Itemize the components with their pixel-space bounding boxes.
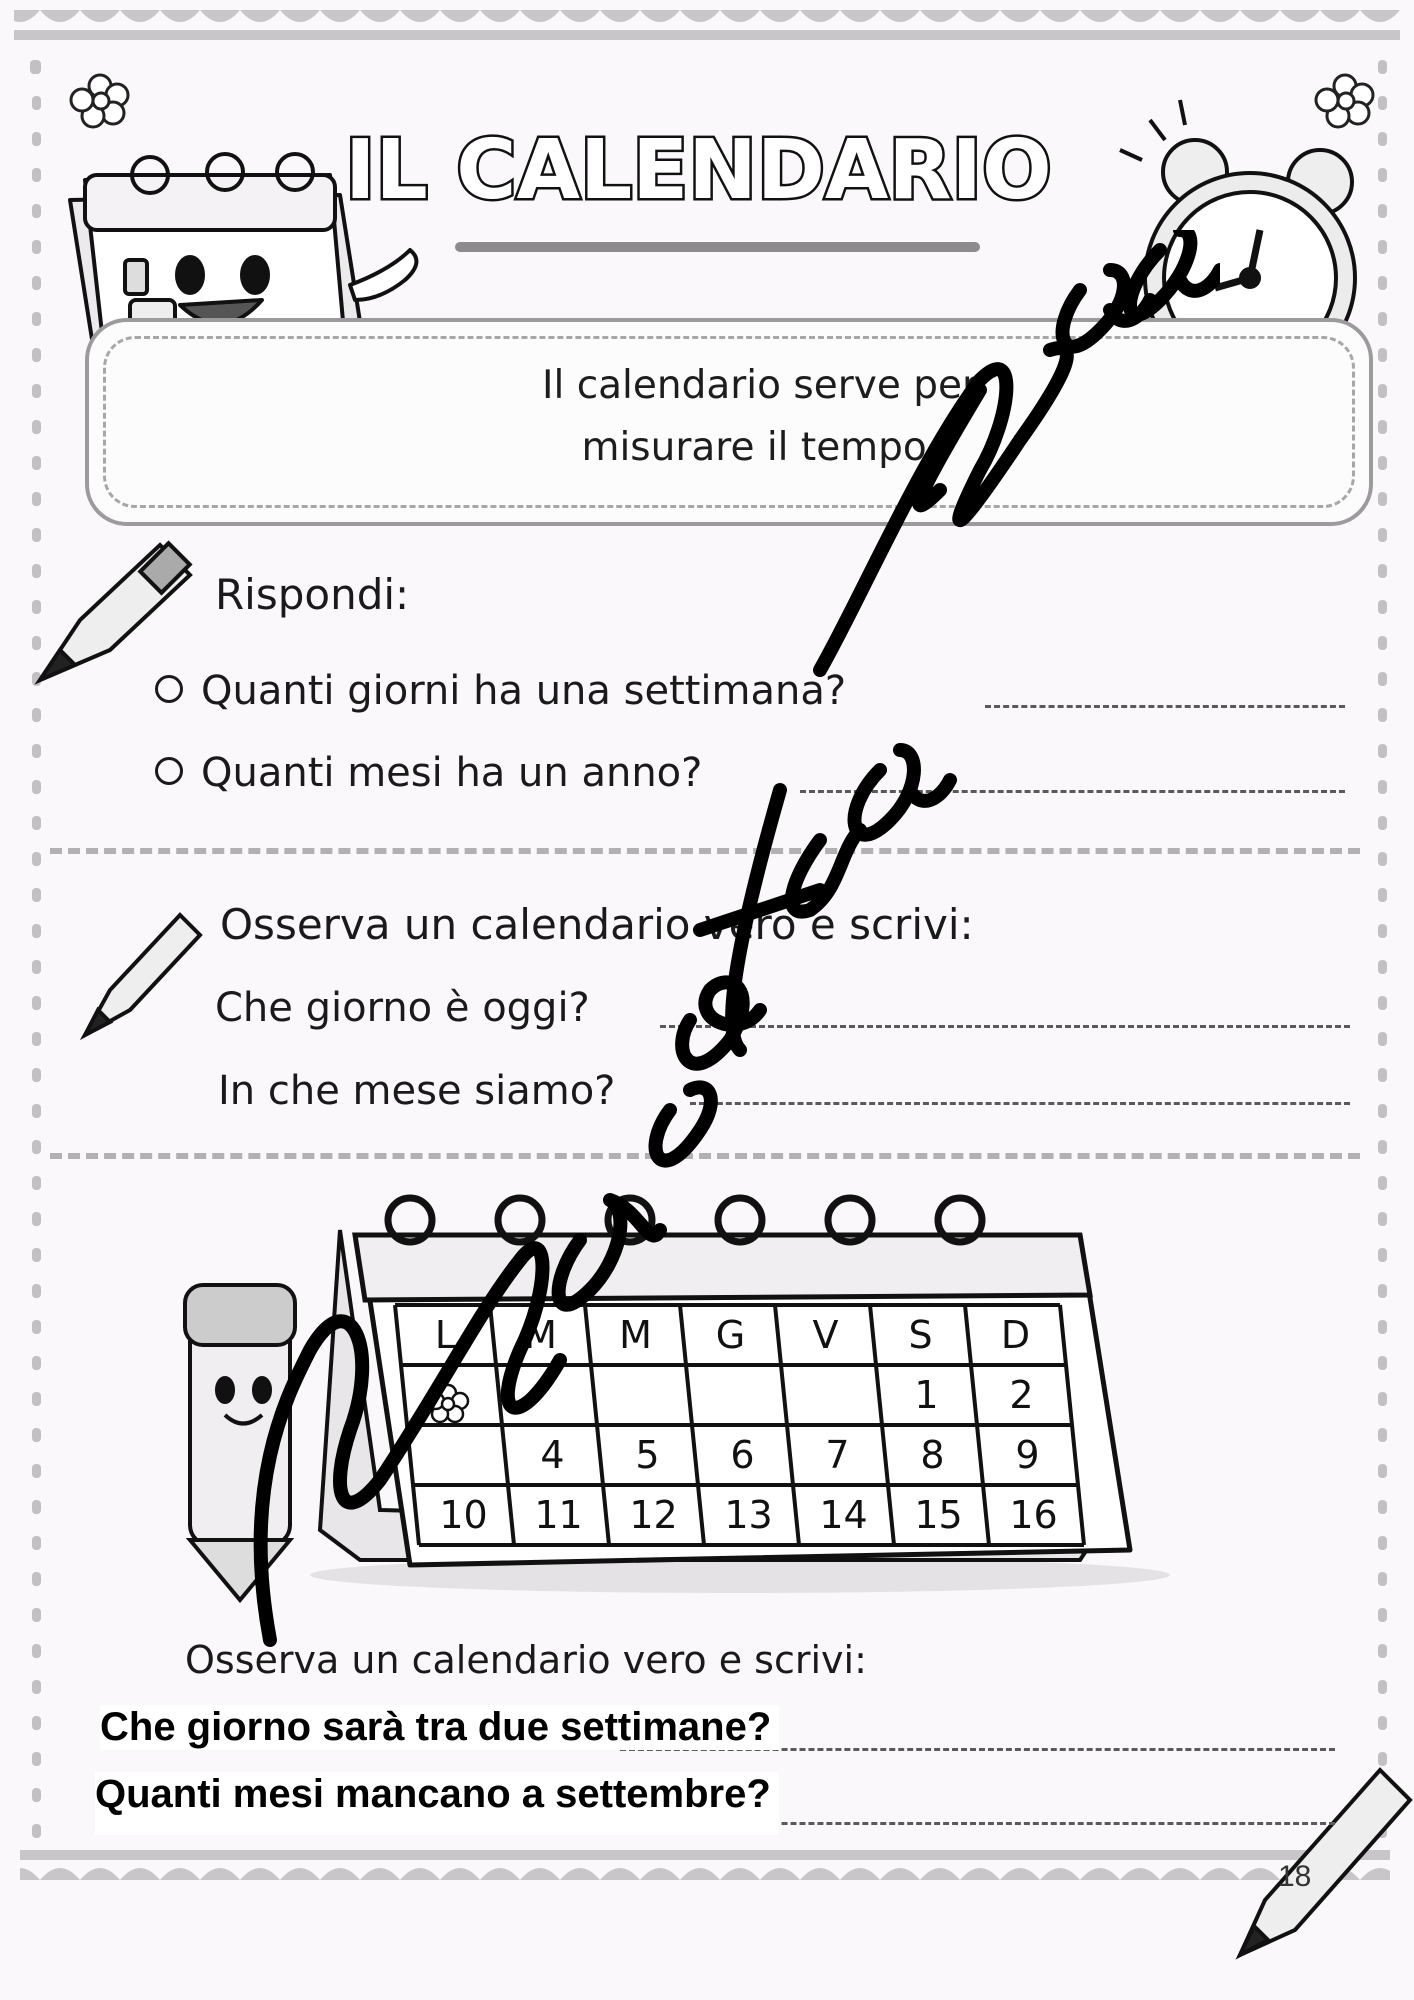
calendar-day: 6 <box>730 1433 755 1477</box>
border-dot <box>32 1680 41 1694</box>
calendar-day: 2 <box>1009 1373 1034 1417</box>
border-dot <box>32 1320 41 1334</box>
border-dot <box>32 636 41 650</box>
osserva-heading: Osserva un calendario vero e scrivi: <box>220 900 974 949</box>
border-dot <box>1378 204 1387 218</box>
border-dot <box>1378 384 1387 398</box>
page-number: 18 <box>1278 1860 1312 1893</box>
border-dot <box>1378 1284 1387 1298</box>
answer-line[interactable] <box>660 1025 1350 1028</box>
border-dot <box>1378 1140 1387 1154</box>
calendar-day: 9 <box>1015 1433 1040 1477</box>
border-dot <box>32 1248 41 1262</box>
border-dot <box>32 1608 41 1622</box>
calendar-weekday: S <box>908 1313 933 1357</box>
calendar-weekday: D <box>1000 1313 1031 1357</box>
border-dot <box>1378 60 1387 74</box>
border-dot <box>32 96 41 110</box>
border-dot <box>1378 132 1387 146</box>
border-dot <box>1378 1392 1387 1406</box>
calendar-illustration <box>300 1180 1180 1600</box>
calendar-day: 8 <box>920 1433 945 1477</box>
border-dot <box>32 1428 41 1442</box>
calendar-day: 10 <box>439 1493 488 1537</box>
pencil-mascot-illustration <box>185 1285 295 1600</box>
border-dot <box>1378 636 1387 650</box>
border-dot <box>32 1176 41 1190</box>
border-dot <box>1378 1176 1387 1190</box>
final-heading: Osserva un calendario vero e scrivi: <box>185 1638 867 1682</box>
border-dot <box>1378 1608 1387 1622</box>
border-dot <box>32 1752 41 1766</box>
rispondi-heading: Rispondi: <box>215 570 410 619</box>
border-dot <box>32 240 41 254</box>
svg-text:IL CALENDARIO: IL CALENDARIO <box>345 123 1052 218</box>
border-dot <box>32 1788 41 1802</box>
border-dot <box>32 1032 41 1046</box>
border-dot <box>1378 1032 1387 1046</box>
border-dot <box>1378 1716 1387 1730</box>
border-dot <box>1378 1320 1387 1334</box>
calendar-weekday: M <box>524 1313 557 1357</box>
question-text: In che mese siamo? <box>218 1068 616 1114</box>
border-dot <box>32 1644 41 1658</box>
flower-icon <box>1316 75 1373 127</box>
border-dot <box>1378 1212 1387 1226</box>
border-dot <box>1378 1248 1387 1262</box>
calendar-day: 7 <box>825 1433 850 1477</box>
border-dot <box>1378 996 1387 1010</box>
border-dot <box>1378 888 1387 902</box>
border-dot <box>1378 456 1387 470</box>
question-text: Che giorno è oggi? <box>215 985 590 1031</box>
calendar-day: 15 <box>914 1493 963 1537</box>
border-dot <box>32 1284 41 1298</box>
calendar-weekday: G <box>715 1313 746 1357</box>
border-dot <box>32 276 41 290</box>
border-dot <box>1378 672 1387 686</box>
answer-line[interactable] <box>690 1102 1350 1105</box>
border-dot <box>32 816 41 830</box>
border-dot <box>32 312 41 326</box>
answer-line[interactable] <box>985 705 1345 708</box>
calendar-weekday: L <box>434 1313 457 1357</box>
border-dot <box>32 924 41 938</box>
border-dot <box>1378 96 1387 110</box>
border-dot <box>1378 420 1387 434</box>
bullet-circle-icon <box>155 757 183 785</box>
border-dot <box>1378 1680 1387 1694</box>
border-dot <box>32 1356 41 1370</box>
border-dot <box>1378 348 1387 362</box>
border-dot <box>1378 708 1387 722</box>
border-dot <box>32 1212 41 1226</box>
border-dot <box>32 204 41 218</box>
question-text: Quanti giorni ha una settimana? <box>201 668 847 714</box>
border-dot <box>1378 1428 1387 1442</box>
border-dot <box>32 888 41 902</box>
border-dot <box>32 1392 41 1406</box>
calendar-weekday: M <box>619 1313 652 1357</box>
calendar-day: 4 <box>540 1433 565 1477</box>
border-dot <box>1378 1644 1387 1658</box>
question-row <box>155 750 702 796</box>
border-dot <box>32 1572 41 1586</box>
pencil-icon <box>40 543 190 680</box>
border-dot <box>1378 168 1387 182</box>
border-dot <box>1378 312 1387 326</box>
border-dot <box>32 852 41 866</box>
calendar-day: 16 <box>1009 1493 1058 1537</box>
calendar-day: 11 <box>534 1493 583 1537</box>
border-dot <box>32 420 41 434</box>
border-dot <box>32 1140 41 1154</box>
border-dot <box>1378 960 1387 974</box>
border-dot <box>1378 780 1387 794</box>
answer-line[interactable] <box>800 790 1345 793</box>
border-dot <box>32 600 41 614</box>
intro-line-2: misurare il tempo. <box>581 425 939 470</box>
section-divider <box>50 1153 1360 1159</box>
section-divider <box>50 848 1360 854</box>
border-dot <box>32 708 41 722</box>
intro-line-1: Il calendario serve per <box>541 363 978 408</box>
pencil-icon <box>85 915 200 1035</box>
calendar-day: 13 <box>724 1493 773 1537</box>
border-dot <box>32 996 41 1010</box>
final-question: Quanti mesi mancano a settembre? <box>95 1772 779 1835</box>
border-dot <box>1378 492 1387 506</box>
border-dot <box>1378 1104 1387 1118</box>
border-dot <box>1378 600 1387 614</box>
calendar-day: 1 <box>914 1373 939 1417</box>
border-dot <box>32 348 41 362</box>
calendar-day: 5 <box>635 1433 660 1477</box>
question-row <box>155 668 846 714</box>
border-dot <box>32 384 41 398</box>
border-dot <box>32 780 41 794</box>
bullet-circle-icon <box>155 675 183 703</box>
border-dot <box>32 1464 41 1478</box>
border-dot <box>32 1824 41 1838</box>
border-dot <box>1378 564 1387 578</box>
calendar-weekday: V <box>812 1313 839 1357</box>
border-dot <box>1378 1500 1387 1514</box>
border-dot <box>1378 1356 1387 1370</box>
border-dot <box>1378 1068 1387 1082</box>
calendar-day: 14 <box>819 1493 868 1537</box>
border-dot <box>32 168 41 182</box>
border-dot <box>32 1500 41 1514</box>
border-dot <box>1378 1752 1387 1766</box>
title-underline <box>455 242 980 252</box>
border-dot <box>1378 528 1387 542</box>
border-dot <box>1378 1536 1387 1550</box>
page-title <box>345 110 1105 220</box>
border-dot <box>32 564 41 578</box>
border-dot <box>32 1716 41 1730</box>
border-dot <box>32 528 41 542</box>
border-dot <box>32 60 41 74</box>
border-dot <box>1378 1464 1387 1478</box>
final-question: Che giorno sarà tra due settimane? <box>100 1705 779 1750</box>
border-dot <box>1378 276 1387 290</box>
intro-text <box>390 355 1130 479</box>
border-dot <box>1378 852 1387 866</box>
border-dot <box>1378 1572 1387 1586</box>
border-dot <box>32 492 41 506</box>
border-dot <box>32 132 41 146</box>
question-text: Quanti mesi ha un anno? <box>201 750 703 796</box>
border-dot <box>1378 240 1387 254</box>
border-dot <box>32 1536 41 1550</box>
border-dot <box>32 744 41 758</box>
border-dot <box>32 960 41 974</box>
flower-icon <box>71 75 128 127</box>
border-dot <box>32 1068 41 1082</box>
border-dot <box>32 456 41 470</box>
border-dot <box>1378 744 1387 758</box>
border-dot <box>1378 924 1387 938</box>
border-dot <box>32 1104 41 1118</box>
calendar-day: 12 <box>629 1493 678 1537</box>
border-dot <box>1378 816 1387 830</box>
